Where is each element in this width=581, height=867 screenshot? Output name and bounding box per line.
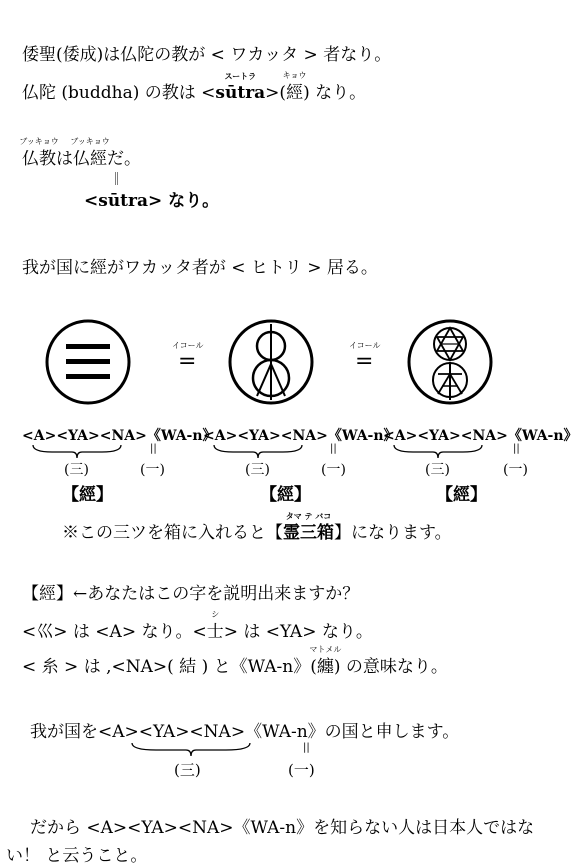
bukkyo-ruby-1: ブッキョウ <box>19 137 59 146</box>
matomeru-word <box>309 645 342 678</box>
bukkyo-text-1: 仏教 <box>22 149 56 169</box>
group-3-eq-mark: || <box>513 443 520 454</box>
group-1-eq-mark: || <box>150 443 157 454</box>
group-2-ichi: (一) <box>321 462 346 478</box>
line-12: い！ と云うこと。 <box>6 846 148 866</box>
group-1-kyo: 【經】 <box>62 485 113 505</box>
line-7: 【經】←あなたはこの字を説明出来ますか？ <box>22 584 360 604</box>
shi-ruby: シ <box>211 610 220 619</box>
matomeru-text: 纏 <box>316 657 334 677</box>
san-circle-icon <box>44 318 132 406</box>
line-10: 我が国を<A><YA><NA>《WA-n》の国と申します。 <box>30 722 460 742</box>
kyo-ruby: キョウ <box>282 71 307 80</box>
line-1: 倭聖(倭成)は仏陀の教が < ワカッタ > 者なり。 <box>22 45 392 65</box>
line-8-part2: > は <YA> なり。 <box>223 622 373 642</box>
line-10-eq-mark: || <box>303 742 310 753</box>
group-2-kyo: 【經】 <box>260 485 311 505</box>
tamatebako-word <box>283 511 334 544</box>
tamatebako-text: 霊三箱 <box>283 523 334 543</box>
shi-text: 士 <box>206 622 224 642</box>
line-6 <box>62 511 452 544</box>
equal-label-2: イコール <box>349 341 381 350</box>
equal-label-1: イコール <box>172 341 204 350</box>
group-1-sequence: <A><YA><NA>《WA-n》 <box>22 428 217 444</box>
line-2-pre: 仏陀 (buddha) の教は < <box>22 83 216 103</box>
line-6-pre: ※この三ツを箱に入れると【 <box>62 523 283 543</box>
bukkyo-ruby-2: ブッキョウ <box>70 137 110 146</box>
group-2-brace <box>213 444 303 460</box>
star-circle-icon <box>406 318 494 406</box>
line-3 <box>19 137 141 170</box>
group-3-brace <box>393 444 483 460</box>
line-2 <box>22 71 367 104</box>
group-1-ichi: (一) <box>140 462 165 478</box>
equal-sign-2: = <box>355 349 374 374</box>
group-3-ichi: (一) <box>503 462 528 478</box>
group-3-san: (三) <box>425 462 450 478</box>
matomeru-ruby: マトメル <box>309 645 342 654</box>
sutra-ruby: スートラ <box>224 71 257 81</box>
group-1-san: (三) <box>64 462 89 478</box>
sutra-text: sūtra <box>215 83 266 103</box>
line-9 <box>22 645 448 678</box>
kyo-word <box>282 71 307 104</box>
group-1-brace <box>32 444 122 460</box>
line-2-mid: >( <box>265 83 287 103</box>
group-3-kyo: 【經】 <box>436 485 487 505</box>
group-2-san: (三) <box>245 462 270 478</box>
line-3-da: だ。 <box>107 149 141 169</box>
bukkyo-text-2: 仏經 <box>73 149 107 169</box>
line-9-post: ) の意味なり。 <box>333 657 448 677</box>
line-10-brace <box>131 742 251 758</box>
bukkyo-word-1 <box>19 137 59 170</box>
bukkyo-word-2 <box>70 137 110 170</box>
kyo-text: 經 <box>286 83 304 103</box>
line-2-post: ) なり。 <box>303 83 367 103</box>
shi-word <box>206 610 224 643</box>
tamatebako-ruby: タマ テ バコ <box>285 511 332 521</box>
line-3-wa: は <box>56 149 73 169</box>
line-10-ichi: (一) <box>288 761 315 779</box>
line-10-san: (三) <box>174 761 201 779</box>
figure-circle-icon <box>227 318 315 406</box>
line-6-post: 】になります。 <box>334 523 452 543</box>
line-8 <box>22 610 373 643</box>
line-4: <sūtra> なり。 <box>84 191 220 211</box>
line-11: だから <A><YA><NA>《WA-n》を知らない人は日本人ではな <box>30 818 535 838</box>
group-2-sequence: <A><YA><NA>《WA-n》 <box>203 428 398 444</box>
line-5: 我が国に經がワカッタ者が < ヒトリ > 居る。 <box>22 258 378 278</box>
line-9-pre: < 糸 > は ,<NA>( 結 ) と《WA-n》( <box>22 657 317 677</box>
sutra-word <box>215 71 266 104</box>
group-3-sequence: <A><YA><NA>《WA-n》 <box>383 428 578 444</box>
equal-sign-1: = <box>178 349 197 374</box>
line-8-part1: <巛> は <A> なり。< <box>22 622 207 642</box>
group-2-eq-mark: || <box>330 443 337 454</box>
line-3-equals-mark: || <box>114 171 119 186</box>
